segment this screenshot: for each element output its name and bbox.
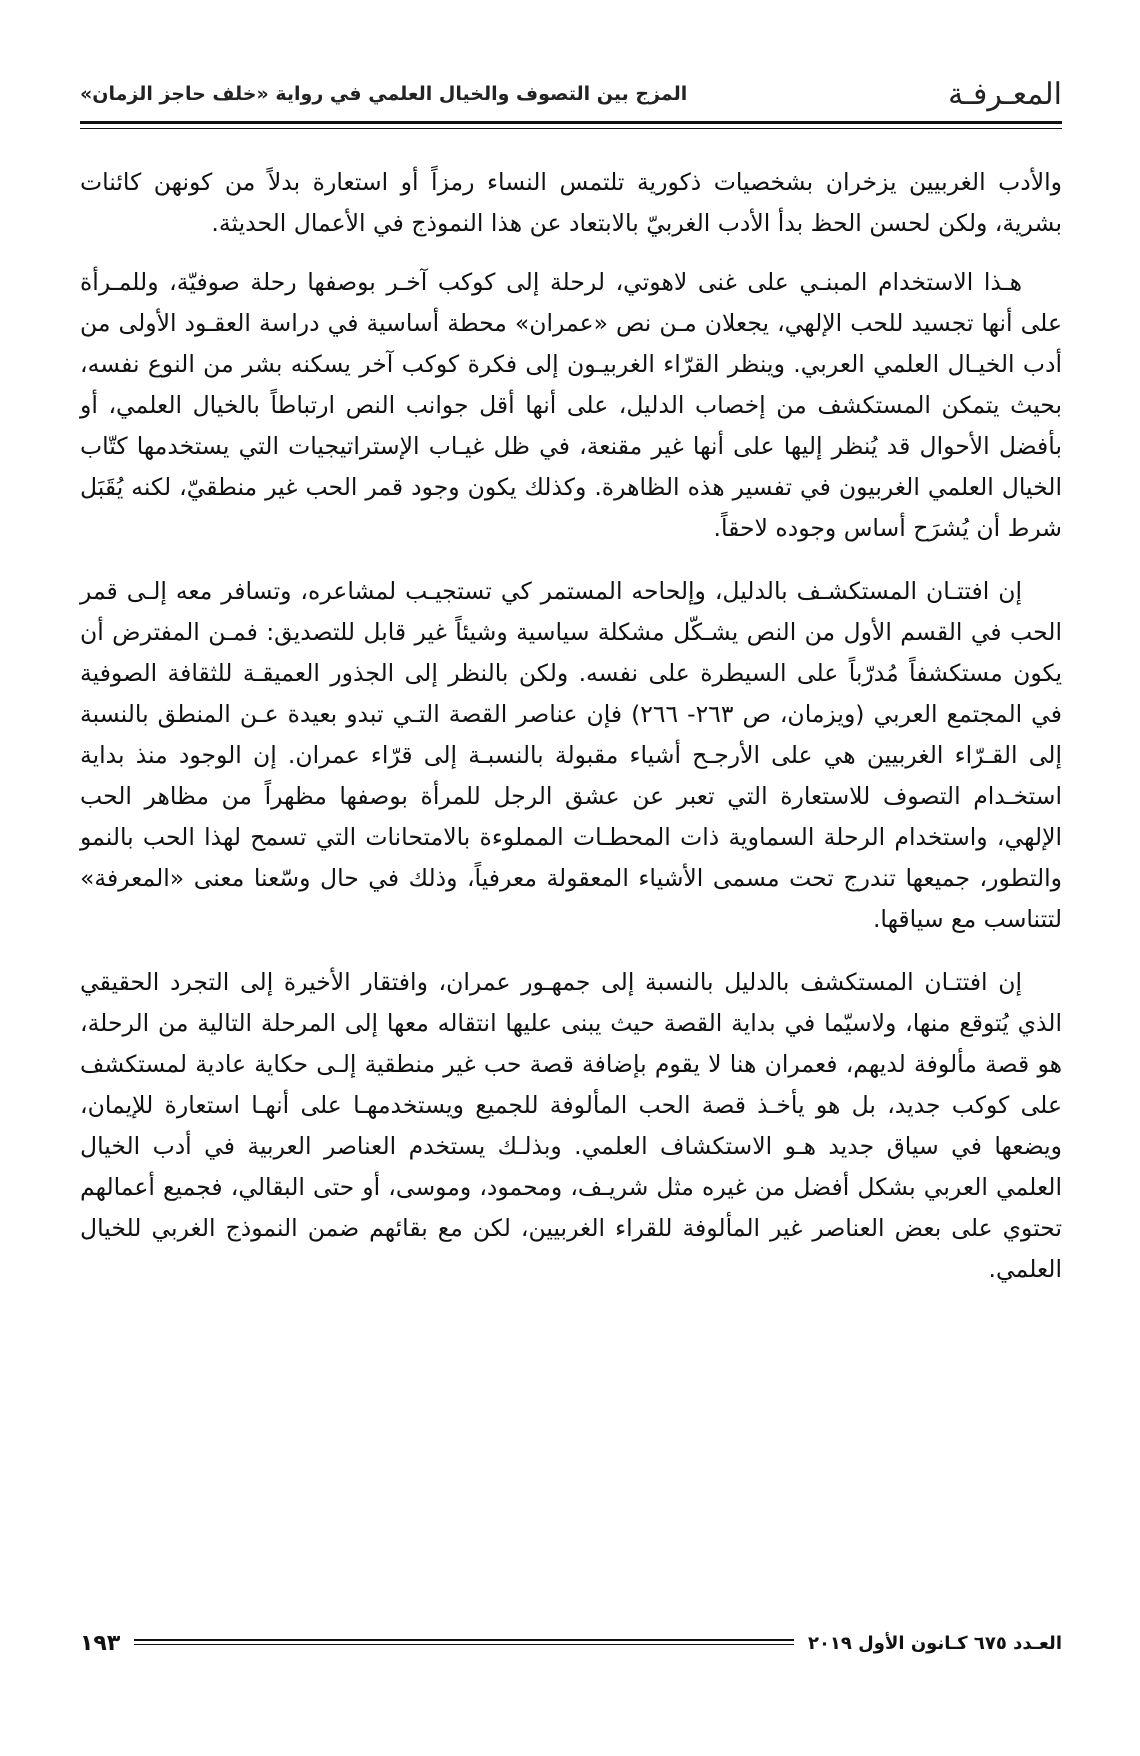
running-title: المزج بين التصوف والخيال العلمي في رواية «خلف حاجز الزمان» bbox=[80, 83, 688, 105]
header-rule-thin bbox=[80, 128, 1062, 129]
page-footer bbox=[80, 1625, 1062, 1661]
article-body bbox=[80, 162, 1062, 1596]
paragraph-3: إن افتتـان المستكشـف بالدليل، وإلحاحه المستمر كي تستجيـب لمشاعره، وتسافر معه إلـى قمر الحب في القسم الأول من النص يشـكّل مشكلة سياسية وشيئاً غير قابل للتصديق: فمـن المفترض أن يكون مستكشفاً مُدرّباً على السيطرة على نفسه. ولكن بالنظر إلى الجذور العميقـة للثقافة الصوفية في المجتمع العربي (ويزمان، ص ٢٦٣- ٢٦٦) فإن عناصر القصة التـي تبدو بعيدة عـن المنطق بالنسبة إلى القـرّاء الغربيين هي على الأرجـح أشياء مقبولة بالنسبـة إلى قرّاء عمران. إن الوجود منذ بداية استخـدام التصوف للاستعارة التي تعبر عن عشق الرجل للمرأة بوصفها مظهراً من مظاهر الحب الإلهي، واستخدام الرحلة السماوية ذات المحطـات المملوءة بالامتحانات التي تسمح لهذا الحب بالنمو والتطور، جميعها تندرج تحت مسمى الأشياء المعقولة معرفياً، وذلك في حال وسّعنا معنى «المعرفة» لتتناسب مع سياقها. bbox=[80, 577, 1062, 933]
header-rule-thick bbox=[80, 121, 1062, 124]
paragraph-1: والأدب الغربيين يزخران بشخصيات ذكورية تلتمس النساء رمزاً أو استعارة بدلاً من كونهن كائنات بشرية، ولكن لحسن الحظ بدأ الأدب الغربيّ بالابتعاد عن هذا النموذج في الأعمال الحديثة. bbox=[80, 168, 1062, 237]
footer-rule bbox=[134, 1639, 794, 1647]
page-header bbox=[80, 72, 1062, 116]
magazine-logo: المعـرفـة bbox=[948, 76, 1062, 112]
page-number: ١٩٣ bbox=[80, 1630, 121, 1656]
paragraph-4: إن افتتـان المستكشف بالدليل بالنسبة إلى جمهـور عمران، وافتقار الأخيرة إلى التجرد الحقيقي الذي يُتوقع منها، ولاسيّما في بداية القصة حيث يبنى عليها انتقاله معها إلى المرحلة التالية من الرحلة، هو قصة مألوفة لديهم، فعمران هنا لا يقوم بإضافة قصة حب غير منطقية إلـى حكاية عادية لمستكشف على كوكب جديد، بل هو يأخـذ قصة الحب المألوفة للجميع ويستخدمهـا على أنهـا استعارة للإيمان، ويضعها في سياق جديد هـو الاستكشاف العلمي. وبذلـك يستخدم العناصر العربية في أدب الخيال العلمي العربي بشكل أفضل من غيره مثل شريـف، ومحمود، وموسى، أو حتى البقالي، فجميع أعمالهم تحتوي على بعض العناصر غير المألوفة للقراء الغربيين، لكن مع بقائهم ضمن النموذج الغربي للخيال العلمي. bbox=[80, 968, 1062, 1283]
paragraph-2: هـذا الاستخدام المبنـي على غنى لاهوتي، لرحلة إلى كوكب آخـر بوصفها رحلة صوفيّة، وللمـرأة على أنها تجسيد للحب الإلهي، يجعلان مـن نص «عمران» محطة أساسية في دراسة العقـود الأولى من أدب الخيـال العلمي العربي. وينظر القرّاء الغربيـون إلى فكرة كوكب آخر يسكنه بشر من النوع نفسه، بحيث يتمكن المستكشف من إخصاب الدليل، على أنها أقل جوانب النص ارتباطاً بالخيال العلمي، أو بأفضل الأحوال قد يُنظر إليها على أنها غير مقنعة، في ظل غيـاب الإستراتيجيات التي يستخدمها كتّاب الخيال العلمي الغربيون في تفسير هذه الظاهرة. وكذلك يكون وجود قمر الحب غير منطقيّ، لكنه يُقَبَل شرط أن يُشرَح أساس وجوده لاحقاً. bbox=[80, 268, 1062, 542]
issue-info: العـدد ٦٧٥ كـانون الأول ٢٠١٩ bbox=[807, 1632, 1062, 1654]
